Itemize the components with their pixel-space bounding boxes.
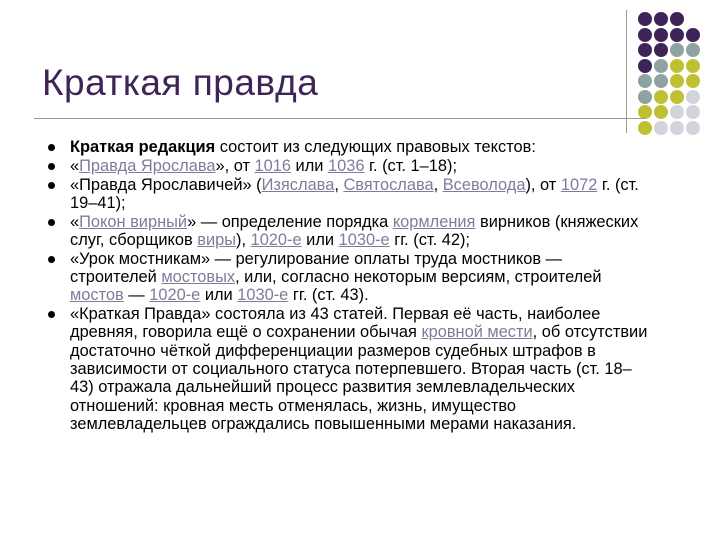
inline-link[interactable]: мостовых [161, 268, 236, 287]
inline-link[interactable]: виры [197, 230, 236, 249]
decorative-dot [638, 90, 652, 104]
list-item [48, 250, 648, 305]
decorative-dot [686, 74, 700, 88]
decorative-dot [654, 121, 668, 135]
text-segment: гг. (ст. 43). [288, 286, 369, 305]
decorative-dot [638, 105, 652, 119]
decorative-dot [654, 28, 668, 42]
text-segment: г. (ст. 1–18); [364, 156, 458, 175]
decorative-dot [638, 12, 652, 26]
bullet-list [48, 138, 648, 434]
decorative-dot [638, 74, 652, 88]
inline-link[interactable]: 1020-е [250, 230, 302, 249]
text-segment: «Урок мостникам» — регулирование оплаты труда мостников — строителей [70, 249, 562, 287]
inline-link[interactable]: 1036 [327, 156, 365, 175]
text-segment: г. (ст. 19–41); [70, 175, 639, 212]
text-segment: гг. (ст. 42); [389, 230, 470, 249]
decorative-dot [654, 43, 668, 57]
inline-link[interactable]: Правда Ярослава [79, 156, 216, 175]
text-segment: , [433, 175, 443, 194]
vertical-divider [626, 10, 627, 133]
decorative-dot [638, 59, 652, 73]
text-segment: «Краткая Правда» состояла из 43 статей. Первая её часть, наиболее древняя, говорила ещё о сохранении обычая [70, 305, 601, 342]
list-item [48, 305, 648, 433]
bullet-icon [48, 219, 55, 226]
list-item [48, 176, 648, 213]
decorative-dot [670, 28, 684, 42]
decorative-dot [686, 105, 700, 119]
list-item [48, 138, 648, 156]
inline-link[interactable]: 1030-е [237, 286, 289, 305]
decorative-dot [670, 12, 684, 26]
text-segment: », от [215, 156, 255, 175]
text-segment: , об отсутствии достаточно чёткой дифференциации размеров судебных штрафов в зависимости от социального статуса потерпевшего. Вторая часть (ст. 18–43) отражала дальнейший процесс развития землевладельческих отношений: кровная месть отменялась, жизнь, имущество землевладельцев ограждались повышенными мерами наказания. [70, 323, 648, 433]
inline-link[interactable]: мостов [70, 286, 124, 305]
text-segment: или [291, 156, 328, 175]
inline-link[interactable]: кровной мести [421, 323, 533, 342]
text-segment: , [334, 175, 344, 194]
text-segment: ), от [525, 175, 561, 194]
inline-link[interactable]: Покон вирный [79, 212, 188, 231]
decorative-dot [670, 43, 684, 57]
text-segment: « [70, 212, 80, 231]
text-segment: вирников (княжеских слуг, сборщиков [70, 212, 639, 249]
text-segment: состоит из следующих правовых текстов: [215, 138, 536, 156]
bullet-icon [48, 163, 55, 170]
text-segment: , или, согласно некоторым версиям, строителей [235, 268, 602, 287]
bullet-icon [48, 182, 55, 189]
text-segment: «Правда Ярославичей» ( [70, 175, 262, 194]
text-segment: или [200, 286, 238, 305]
horizontal-divider [34, 118, 646, 119]
decorative-dot [670, 105, 684, 119]
decorative-dot [654, 12, 668, 26]
bullet-icon [48, 311, 55, 318]
bullet-icon [48, 256, 55, 263]
inline-link[interactable]: Святослава [343, 175, 434, 194]
inline-link[interactable]: Изяслава [261, 175, 335, 194]
text-segment: или [301, 230, 339, 249]
text-segment: — [123, 286, 150, 305]
inline-link[interactable]: 1020-е [149, 286, 201, 305]
decorative-dot [654, 74, 668, 88]
decorative-dot [654, 90, 668, 104]
inline-link[interactable]: 1016 [254, 156, 291, 175]
decorative-dot [686, 59, 700, 73]
decorative-dot [670, 90, 684, 104]
inline-link[interactable]: кормления [392, 212, 476, 231]
text-segment: ), [236, 230, 251, 249]
decorative-dot [654, 105, 668, 119]
decorative-dot [686, 28, 700, 42]
decorative-dot [670, 74, 684, 88]
bold-text: Краткая редакция [70, 138, 216, 156]
decorative-dot [686, 90, 700, 104]
inline-link[interactable]: 1072 [560, 175, 598, 194]
decorative-dot [670, 121, 684, 135]
text-segment: « [70, 156, 80, 175]
decorative-dot [654, 59, 668, 73]
decorative-dot [670, 59, 684, 73]
bullet-icon [48, 144, 55, 151]
decorative-dot [638, 43, 652, 57]
slide-title: Краткая правда [42, 62, 319, 103]
decorative-dot [638, 28, 652, 42]
decorative-dot [686, 121, 700, 135]
text-segment: » — определение порядка [187, 212, 393, 231]
list-item [48, 213, 648, 250]
inline-link[interactable]: Всеволода [442, 175, 526, 194]
decorative-dot [686, 43, 700, 57]
inline-link[interactable]: 1030-е [338, 230, 390, 249]
list-item [48, 157, 648, 175]
decorative-dot [638, 121, 652, 135]
